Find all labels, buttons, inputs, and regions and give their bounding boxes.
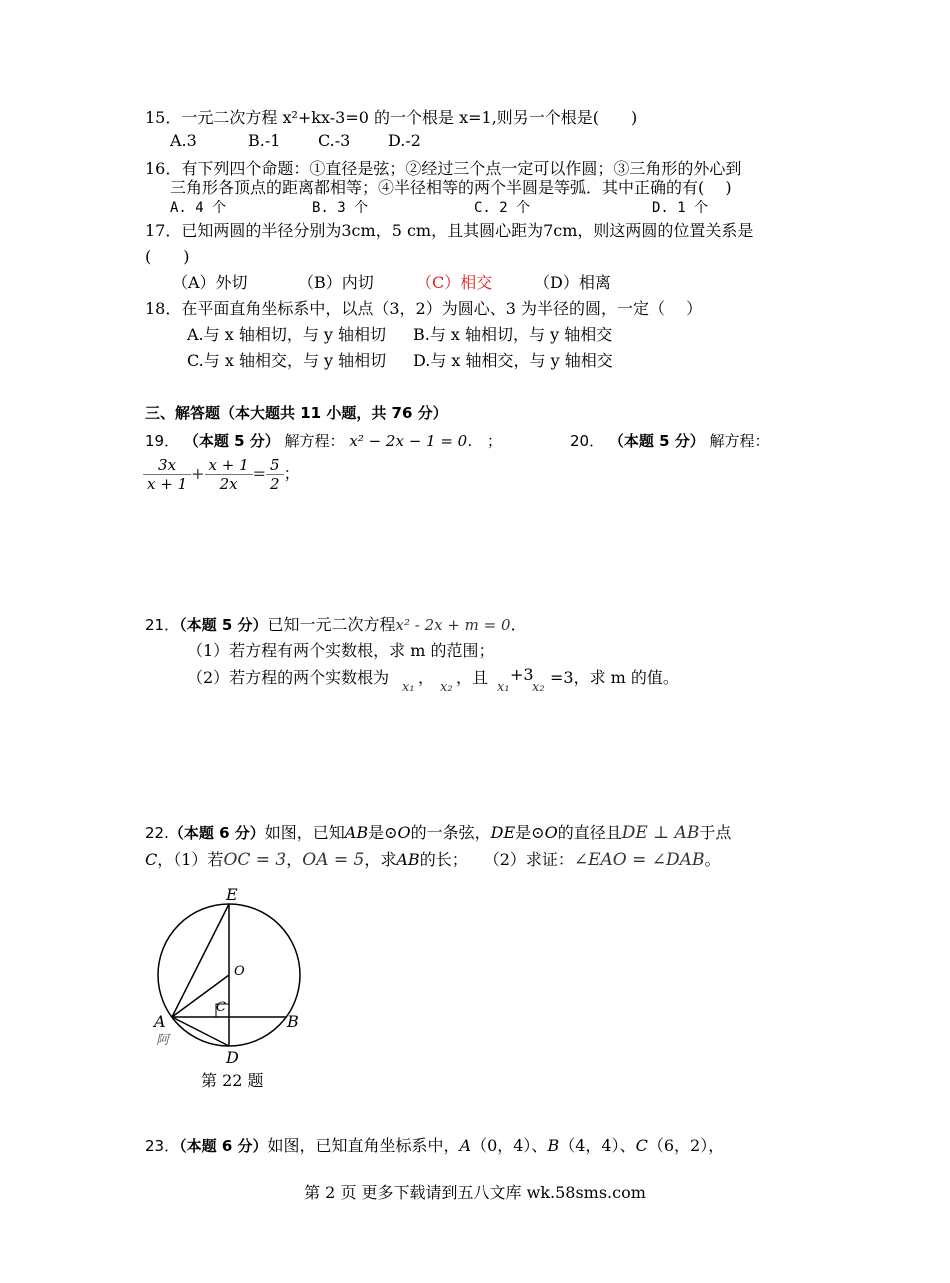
page-footer: 第 2 页 更多下载请到五八文库 wk.58sms.com: [304, 1183, 646, 1202]
q15-option-b: B.-1: [248, 131, 281, 150]
q18-option-b: B.与 x 轴相切，与 y 轴相交: [413, 325, 613, 344]
q16-line2: 三角形各顶点的距离都相等；④半径相等的两个半圆是等弧．其中正确的有( ): [170, 178, 732, 197]
q23-points: （本题 6 分）: [179, 1137, 268, 1155]
q17-option-d: （D）相离: [534, 273, 611, 292]
q21-x1-b: x₁: [497, 680, 510, 695]
q21-part1: （1）若方程有两个实数根，求 m 的范围；: [187, 641, 495, 660]
q20-fraction-3: $\frac{5}{2}$: [266, 456, 284, 493]
q20-fraction-2: $\frac{x + 1}{2x}$: [205, 456, 253, 493]
label-d: D: [226, 1048, 239, 1067]
q18-option-a: A.与 x 轴相切，与 y 轴相切: [187, 325, 387, 344]
q16-number: 16．: [145, 159, 182, 178]
q20-points: （本题 5 分）: [608, 432, 705, 450]
q17-number: 17．: [145, 221, 182, 240]
q18-option-d: D.与 x 轴相交，与 y 轴相交: [413, 351, 613, 370]
q19-number: 19．: [145, 432, 180, 450]
section3-heading: 三、解答题（本大题共 11 小题，共 76 分）: [145, 404, 448, 422]
q21-x2: x₂: [440, 680, 453, 695]
q16-option-c: C. 2 个: [474, 200, 531, 216]
q20-stem: 20． （本题 5 分） 解方程：: [570, 432, 770, 450]
q15-number: 15．: [145, 108, 182, 127]
q18-number: 18．: [145, 299, 182, 318]
q16-option-b: B. 3 个: [312, 200, 369, 216]
q22-figure-caption: 第 22 题: [201, 1071, 264, 1090]
q16-option-a: A. 4 个: [170, 200, 227, 216]
q23-number: 23．: [145, 1137, 180, 1155]
q15-stem: 15．一元二次方程 x²+kx-3=0 的一个根是 x=1,则另一个根是( ): [145, 108, 638, 127]
label-c: C: [216, 1000, 226, 1015]
q18-stem: 18．在平面直角坐标系中，以点（3，2）为圆心、3 为半径的圆，一定（ ）: [145, 299, 703, 318]
q15-option-a: A.3: [170, 131, 197, 150]
q21-stem: 21．（本题 5 分）已知一元二次方程x² - 2x + m = 0．: [145, 615, 527, 634]
q21-x2-b: x₂: [532, 680, 545, 695]
q15-option-c: C.-3: [318, 131, 351, 150]
q22-line2: C，（1）若OC = 3，OA = 5，求AB的长； （2）求证：∠EAO = ∠DAB。: [145, 850, 721, 870]
q22-number: 22.: [145, 824, 169, 842]
q21-points: （本题 5 分）: [179, 616, 268, 634]
q21-part2: （2）若方程的两个实数根为: [187, 668, 390, 687]
q21-number: 21．: [145, 616, 180, 634]
q17-option-c: （C）相交: [416, 273, 493, 292]
q21-x1: x₁: [402, 680, 415, 695]
q22-perp: DE ⊥ AB: [621, 823, 700, 843]
q22-line1: 22.（本题 6 分）如图，已知AB是⊙O的一条弦，DE是⊙O的直径且DE ⊥ AB于点: [145, 823, 732, 843]
q19-equation: x² − 2x − 1 = 0．: [349, 432, 483, 450]
label-o: O: [234, 964, 245, 979]
q22-oc: OC = 3: [223, 850, 287, 870]
q22-oa: OA = 5: [302, 850, 365, 870]
label-a: A: [154, 1012, 166, 1031]
scribble-mark: 阿: [156, 1033, 170, 1048]
q17-answer-paren: ( ): [145, 247, 190, 266]
q20-fraction-1: $\frac{3x}{x + 1}$: [143, 456, 191, 493]
q17-option-b: （B）内切: [298, 273, 374, 292]
q22-figure: [140, 880, 340, 1080]
q22-points: （本题 6 分）: [168, 824, 265, 842]
q21-equation: x² - 2x + m = 0: [395, 616, 511, 634]
q17-option-a: （A）外切: [172, 273, 248, 292]
label-e: E: [226, 885, 238, 904]
q19-points: （本题 5 分）: [183, 432, 280, 450]
segment-ad: [172, 1017, 229, 1046]
q15-option-d: D.-2: [388, 131, 421, 150]
q23-stem: 23．（本题 6 分）如图，已知直角坐标系中，A（0，4）、B（4，4）、C（6，2），: [145, 1136, 725, 1155]
q17-stem: 17．已知两圆的半径分别为3cm，5 cm，且其圆心距为7cm，则这两圆的位置关系是: [145, 221, 754, 240]
q20-equation: $\frac{3x}{x + 1}$ + $\frac{x + 1}{2x}$ = $\frac{5}{2}$ ；: [143, 456, 300, 493]
label-b: B: [287, 1012, 299, 1031]
q22-angle: ∠EAO = ∠DAB: [573, 850, 705, 870]
q20-number: 20．: [570, 432, 605, 450]
q19-stem: 19． （本题 5 分） 解方程： x² − 2x − 1 = 0． ；: [145, 432, 503, 450]
q18-option-c: C.与 x 轴相交，与 y 轴相切: [187, 351, 387, 370]
q16-line1: 16．有下列四个命题：①直径是弦；②经过三个点一定可以作圆；③三角形的外心到: [145, 159, 742, 178]
q16-option-d: D. 1 个: [652, 200, 709, 216]
